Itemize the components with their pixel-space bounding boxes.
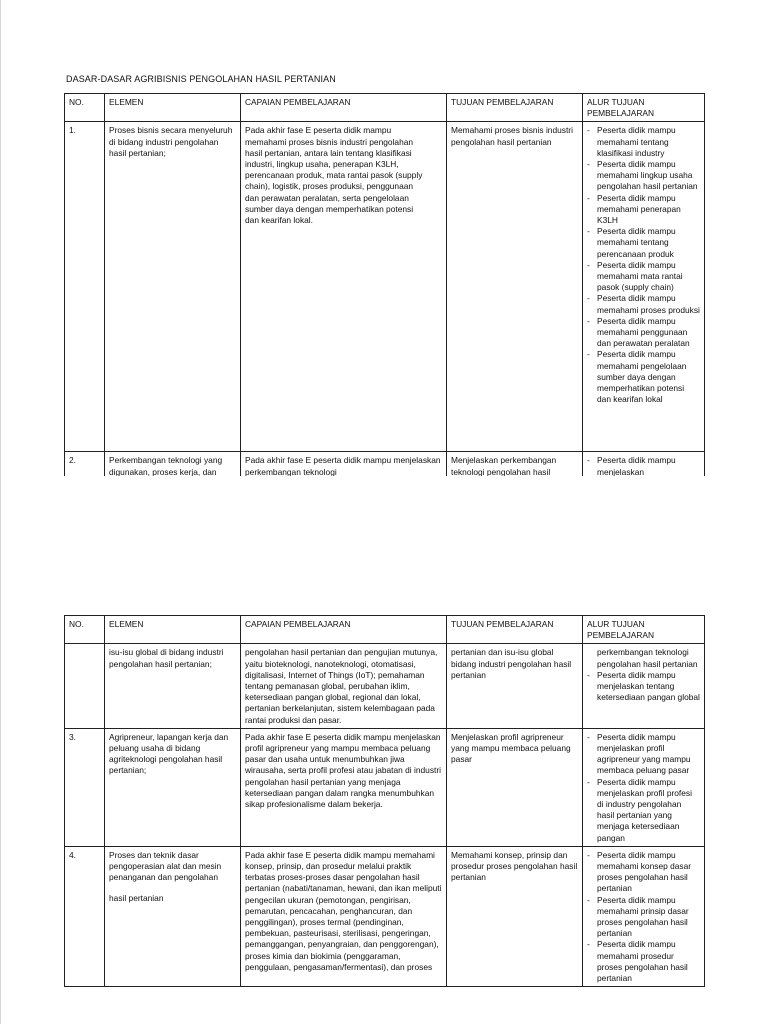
capaian-line: industri, lingkup usaha, penerapan K3LH, (245, 159, 399, 170)
tujuan-cell: pertanian dan isu-isu global bidang industri pengolahan hasil pertanian (447, 644, 583, 728)
table-row (65, 644, 705, 728)
header-elemen: ELEMEN (105, 616, 241, 644)
elemen-cell: isu-isu global di bidang industri pengolahan hasil pertanian; (105, 644, 241, 728)
capaian-line: memahami proses bisnis industri pengolahan (245, 136, 414, 147)
row-number: 1. (65, 122, 105, 452)
alur-cell (583, 728, 705, 846)
alur-cell (583, 644, 705, 728)
alur-item: - Peserta didik mampu memahami lingkup usaha pengolahan hasil pertanian (587, 159, 700, 193)
tujuan-cell: Memahami konsep, prinsip dan prosedur proses pengolahan hasil pertanian (447, 846, 583, 986)
capaian-cell: Pada akhir fase E peserta didik mampu memahami konsep, prinsip, dan prosedur melalui praktik terbatas proses-proses dasar pengolahan hasil pertanian (nabati/tanaman, hewani, dan ikan meliputi pengecilan ukuran (pemotongan, pengirisan, pemarutan, pencacahan, penghancuran, dan penggilingan), proses termal (pendinginan, pembekuan, pasteurisasi, sterilisasi, pengeringan, pemanggangan, penyangraian, dan penggorengan), proses kimia dan biokimia (penggaraman, penggulaan, pengasaman/fermentasi), dan proses (241, 846, 447, 986)
header-tujuan: TUJUAN PEMBELAJARAN (447, 94, 583, 122)
elemen-gap (109, 883, 236, 893)
elemen-text: Proses dan teknik dasar pengoperasian alat dan mesin penanganan dan pengolahan (109, 849, 222, 883)
document-title: DASAR-DASAR AGRIBISNIS PENGOLAHAN HASIL PERTANIAN (66, 74, 336, 84)
alur-item-continued: perkembangan teknologi pengolahan hasil pertanian (597, 647, 698, 669)
curriculum-table-page-2 (64, 615, 705, 987)
table-row (65, 846, 705, 986)
alur-item: - Peserta didik mampu memahami prinsip dasar proses pengolahan hasil pertanian (587, 895, 700, 940)
alur-item: - Peserta didik mampu menjelaskan profil profesi di industry pengolahan hasil pertanian yang menjaga ketersediaan pangan (587, 777, 700, 844)
header-alur: ALUR TUJUAN PEMBELAJARAN (583, 616, 705, 644)
tujuan-cell: Memahami proses bisnis industri pengolahan hasil pertanian (447, 122, 583, 452)
row-number: 3. (65, 728, 105, 846)
capaian-cell: pengolahan hasil pertanian dan pengujian mutunya, yaitu bioteknologi, nanoteknologi, otomatisasi, digitalisasi, Internet of Things (IoT); pemahaman tentang pemanasan global, perubahan iklim, ketersediaan pangan global, regional dan lokal, pertanian berkelanjutan, sistem kelembagaan pada rantai produksi dan pasar. (241, 644, 447, 728)
capaian-line: dan perawatan peralatan, serta pengelolaan (245, 192, 409, 203)
capaian-line: sumber daya dengan memperhatikan potensi (245, 203, 414, 214)
elemen-cell (105, 846, 241, 986)
alur-list (587, 647, 700, 703)
capaian-cell: Pada akhir fase E peserta didik mampu menjelaskan profil agripreneur yang mampu membaca peluang pasar dan usaha untuk menumbuhkan jiwa wirausaha, serta profil profesi atau jabatan di industri pengolahan hasil pertanian yang menjaga ketersediaan pangan dalam rangka menumbuhkan sikap profesionalisme dalam bekerja. (241, 728, 447, 846)
header-elemen: ELEMEN (105, 94, 241, 122)
alur-item: - Peserta didik mampu menjelaskan (587, 455, 700, 476)
capaian-line: Pada akhir fase E peserta didik mampu (245, 125, 392, 136)
table-row (65, 728, 705, 846)
header-capaian: CAPAIAN PEMBELAJARAN (241, 94, 447, 122)
tujuan-cell: Menjelaskan perkembangan teknologi pengolahan hasil (447, 452, 583, 476)
alur-item: - Peserta didik mampu memahami proses produksi (587, 293, 700, 315)
elemen-text: hasil pertanian (109, 893, 164, 904)
alur-item: - Peserta didik mampu menjelaskan profil agripreneur yang mampu membaca peluang pasar (587, 732, 700, 777)
table-header-row (65, 616, 705, 644)
capaian-cell: Pada akhir fase E peserta didik mampu menjelaskan perkembangan teknologi (241, 452, 447, 476)
row-number: 2. (65, 452, 105, 476)
header-tujuan: TUJUAN PEMBELAJARAN (447, 616, 583, 644)
capaian-line: hasil pertanian, antara lain tentang klasifikasi (245, 147, 412, 158)
alur-item: - Peserta didik mampu memahami mata rantai pasok (supply chain) (587, 260, 700, 294)
capaian-line: dan kearifan lokal. (245, 215, 313, 226)
capaian-line: chain), logistik, proses produksi, penggunaan (245, 181, 414, 192)
elemen-cell: Perkembangan teknologi yang digunakan, proses kerja, dan (105, 452, 241, 476)
alur-item: - Peserta didik mampu memahami penerapan K3LH (587, 193, 700, 227)
alur-item: - Peserta didik mampu memahami tentang klasifikasi industry (587, 125, 700, 159)
alur-list (587, 850, 700, 984)
alur-item: - Peserta didik mampu memahami penggunaan dan perawatan peralatan (587, 316, 700, 350)
alur-item: - Peserta didik mampu menjelaskan tentang ketersediaan pangan global (587, 670, 700, 704)
elemen-cell: Proses bisnis secara menyeluruh di bidang industri pengolahan hasil pertanian; (105, 122, 241, 452)
header-alur: ALUR TUJUAN PEMBELAJARAN (583, 94, 705, 122)
alur-item: - Peserta didik mampu memahami tentang perencanaan produk (587, 226, 700, 260)
alur-item: - Peserta didik mampu memahami prosedur proses pengolahan hasil pertanian (587, 939, 700, 984)
tujuan-cell: Menjelaskan profil agripreneur yang mampu membaca peluang pasar (447, 728, 583, 846)
header-capaian: CAPAIAN PEMBELAJARAN (241, 616, 447, 644)
capaian-line: perencanaan produk, mata rantai pasok (supply (245, 170, 423, 181)
header-no: NO. (65, 94, 105, 122)
row-number: 4. (65, 846, 105, 986)
row-number (65, 644, 105, 728)
alur-list (587, 732, 700, 844)
alur-item: - Peserta didik mampu memahami pengelolaan sumber daya dengan memperhatikan potensi dan kearifan lokal (587, 349, 700, 405)
header-no: NO. (65, 616, 105, 644)
alur-cell (583, 846, 705, 986)
elemen-cell: Agripreneur, lapangan kerja dan peluang usaha di bidang agriteknologi pengolahan hasil pertanian; (105, 728, 241, 846)
alur-item: - Peserta didik mampu memahami konsep dasar proses pengolahan hasil pertanian (587, 850, 700, 895)
